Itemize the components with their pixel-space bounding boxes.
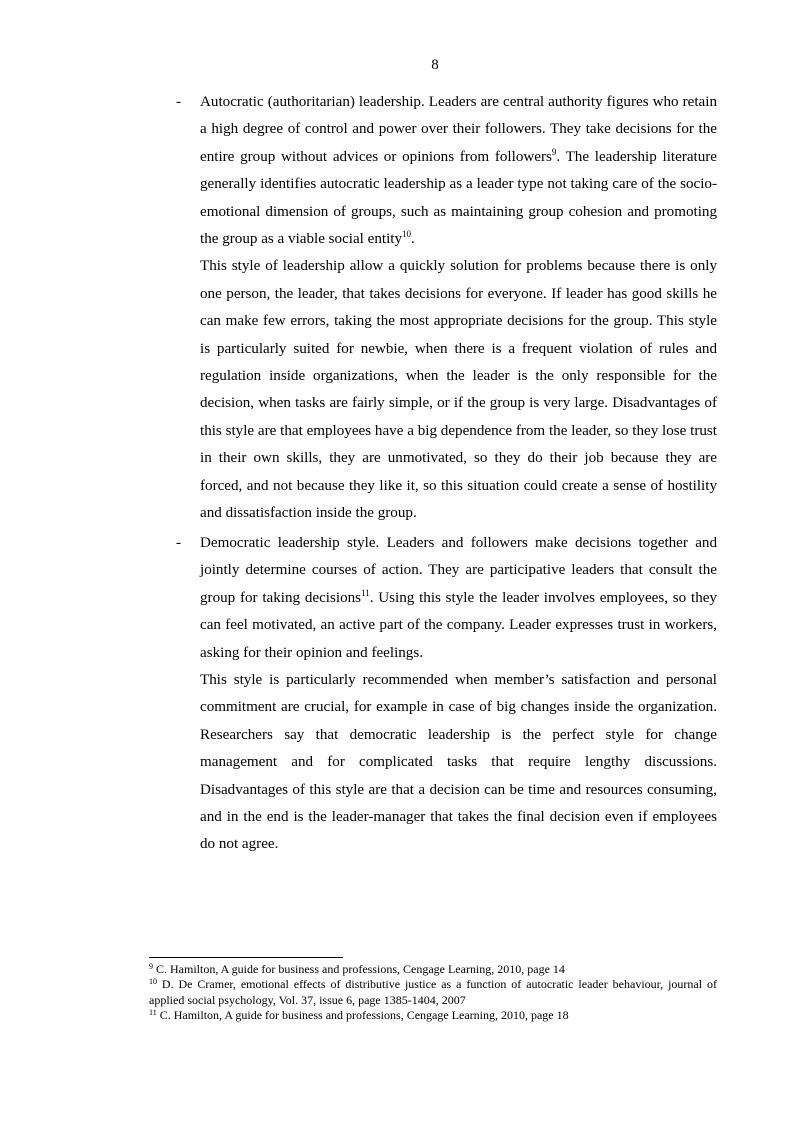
autocratic-discussion-paragraph: This style of leadership allow a quickly solution for problems because there is only one person, the leader, that takes decisions for everyone. If leader has good skills he can make few errors, taking the most appropriate decisions for the group. This style is particularly suited for newbie, when there is a frequent violation of rules and regulation inside organizations, when the leader is the only responsible for the decision, when tasks are fairly simple, or if the group is very large. Disadvantages of this style are that employees have a big dependence from the leader, so they lose trust in their own skills, they are unmotivated, so they do their job because they are forced, and not because they like it, so this situation could create a sense of hostility and dissatisfaction inside the group. [200,258,717,522]
autocratic-text-2: . The leadership literature generally identifies autocratic leadership as a leader type not taking care of the socio-emotional dimension of groups, such as maintaining group cohesion and promoting the group as a viable social entity [200,148,717,248]
footnotes [149,962,717,1023]
autocratic-text-1: Autocratic (authoritarian) leadership. Leaders are central authority figures who retain a high degree of control and power over their followers. They take decisions for the entire group without advices or opinions from followers [200,94,717,165]
footnote-text: D. De Cramer, emotional effects of distributive justice as a function of autocratic leader behaviour, journal of applied social psychology, Vol. 37, issue 6, page 1385-1404, 2007 [149,977,717,1007]
footnote-number: 10 [149,977,157,987]
bullet-dash: - [176,535,182,551]
bullet-dash: - [176,94,182,110]
footnote-number: 9 [149,962,153,971]
footnote-ref-10[interactable]: 10 [402,229,412,240]
autocratic-text-3: . [411,231,415,248]
footnote-11 [149,1008,717,1023]
footnote-ref-9[interactable]: 9 [551,146,557,157]
democratic-text-2: . Using this style the leader involves employees, so they can feel motivated, an active part of the company. Leader expresses trust in workers, asking for their opinion and feelings. [200,589,717,661]
democratic-definition-paragraph [200,530,717,667]
footnote-text: C. Hamilton, A guide for business and professions, Cengage Learning, 2010, page 18 [156,1007,569,1022]
bullet-democratic-leadership [176,530,717,859]
democratic-discussion-paragraph: This style is particularly recommended when member’s satisfaction and personal commitment are crucial, for example in case of big changes inside the organization. Researchers say that democratic leadership is the perfect style for change management and for complicated tasks that require lengthy discussions. Disadvantages of this style are that a decision can be time and resources consuming, and in the end is the leader-manager that takes the final decision even if employees do not agree. [200,672,717,853]
democratic-text-1: Democratic leadership style. Leaders and followers make decisions together and jointly determine courses of action. They are participative leaders that consult the group for taking decisions [200,535,717,606]
footnote-text: C. Hamilton, A guide for business and professions, Cengage Learning, 2010, page 14 [153,962,565,976]
footnote-ref-11[interactable]: 11 [361,587,370,598]
footnote-9 [149,962,717,977]
footnote-separator [149,957,343,958]
page-number: 8 [431,57,439,73]
autocratic-definition-paragraph [200,89,717,253]
bullet-autocratic-leadership [176,89,717,528]
footnote-number: 11 [149,1007,157,1017]
footnote-10 [149,977,717,1008]
